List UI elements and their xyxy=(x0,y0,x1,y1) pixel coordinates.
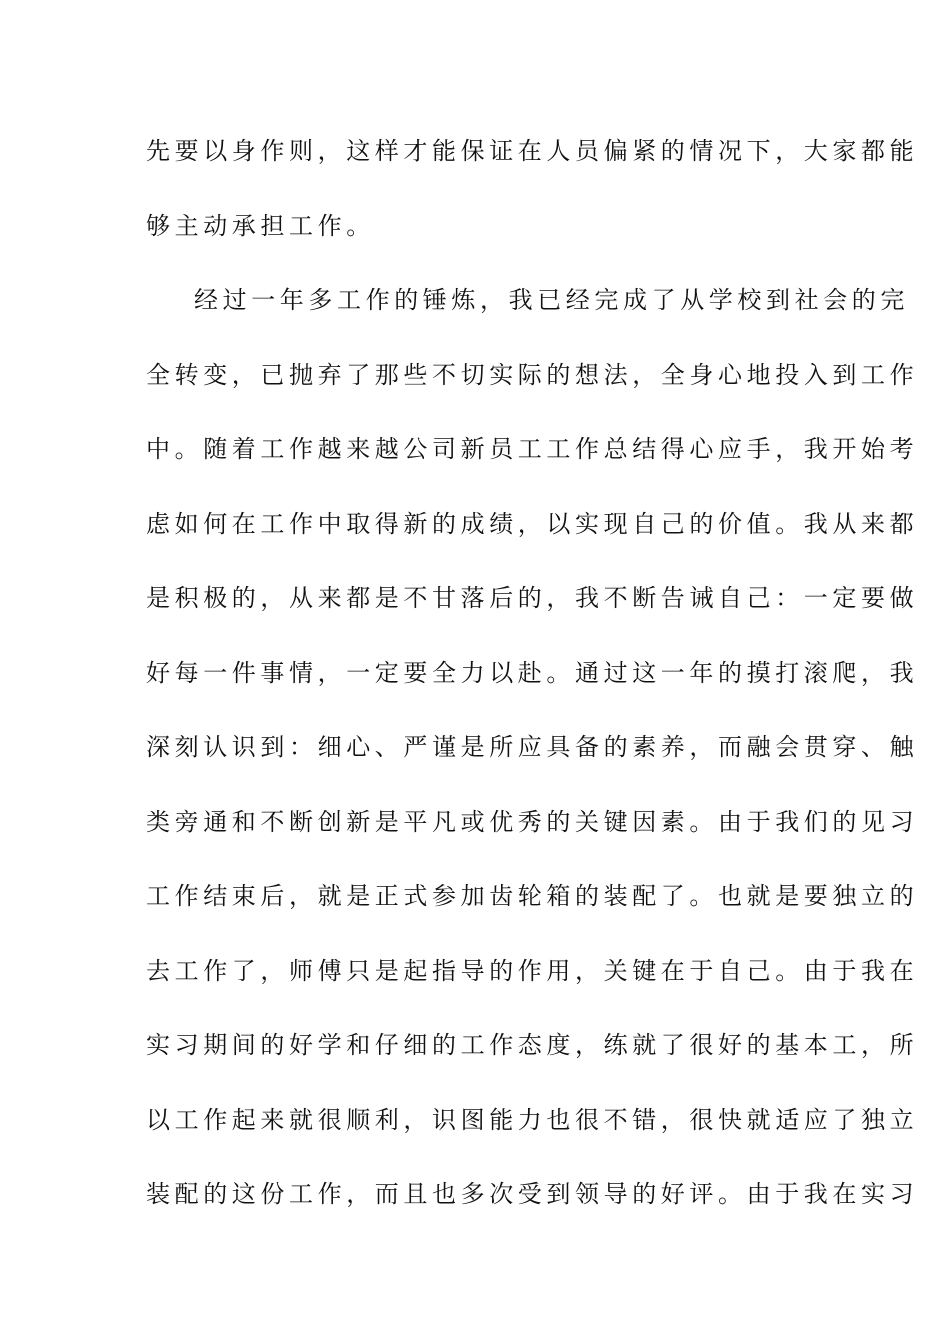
text-line-5: 中。随着工作越来越公司新员工工作总结得心应手，我开始考 xyxy=(146,435,919,463)
text-line-4: 全转变，已抛弃了那些不切实际的想法，全身心地投入到工作 xyxy=(146,360,919,389)
text-line-14: 以工作起来就很顺利，识图能力也很不错，很快就适应了独立 xyxy=(146,1105,919,1134)
text-line-8: 好每一件事情，一定要全力以赴。通过这一年的摸打滚爬，我 xyxy=(146,658,919,687)
text-line-7: 是积极的，从来都是不甘落后的，我不断告诫自己：一定要做 xyxy=(146,584,919,612)
text-line-1: 先要以身作则，这样才能保证在人员偏紧的情况下，大家都能 xyxy=(146,137,919,165)
text-line-15: 装配的这份工作，而且也多次受到领导的好评。由于我在实习 xyxy=(146,1180,919,1208)
text-line-6: 虑如何在工作中取得新的成绩，以实现自己的价值。我从来都 xyxy=(146,509,919,538)
text-line-11: 工作结束后，就是正式参加齿轮箱的装配了。也就是要独立的 xyxy=(146,882,919,910)
text-line-10: 类旁通和不断创新是平凡或优秀的关键因素。由于我们的见习 xyxy=(146,807,919,836)
text-line-9: 深刻认识到：细心、严谨是所应具备的素养，而融会贯穿、触 xyxy=(146,733,919,761)
text-line-2: 够主动承担工作。 xyxy=(146,211,375,240)
text-line-13: 实习期间的好学和仔细的工作态度，练就了很好的基本工，所 xyxy=(146,1031,919,1059)
text-line-3: 经过一年多工作的锤炼，我已经完成了从学校到社会的完 xyxy=(194,286,909,314)
text-line-12: 去工作了，师傅只是起指导的作用，关键在于自己。由于我在 xyxy=(146,956,919,985)
body-text xyxy=(146,126,919,1244)
